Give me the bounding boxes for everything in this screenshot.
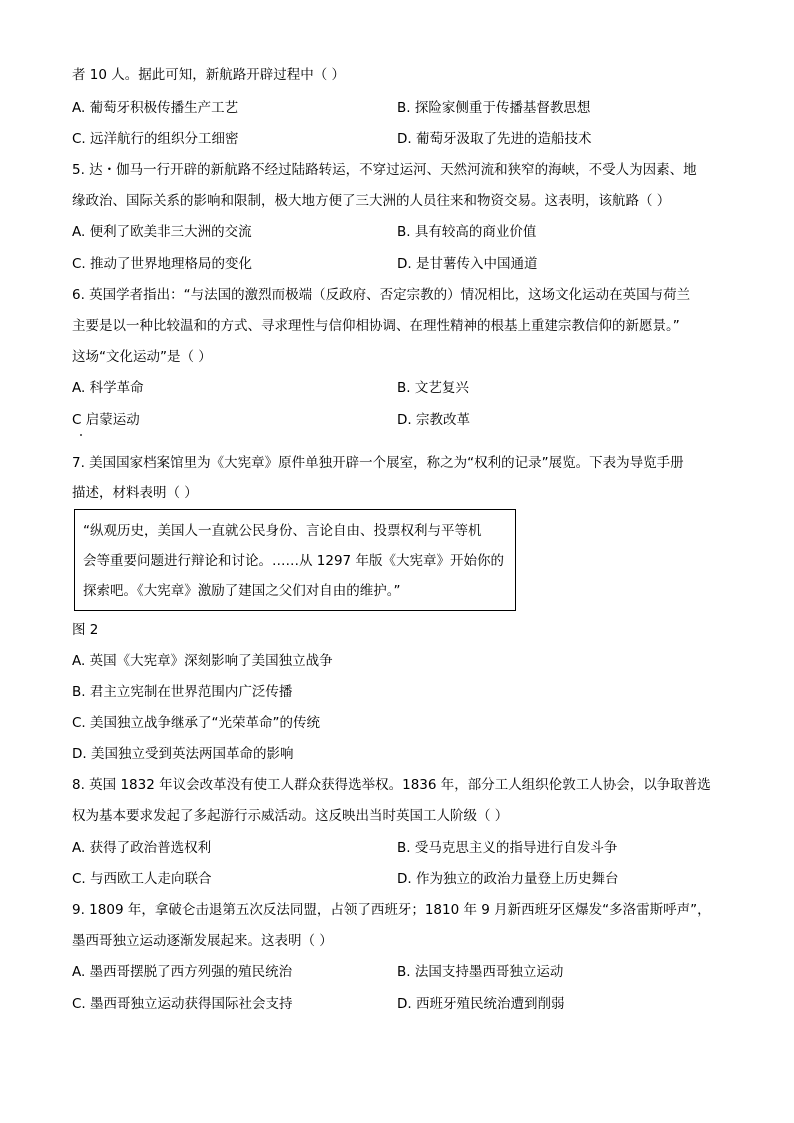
q7-quote-line-1: “纵观历史，美国人一直就公民身份、言论自由、投票权利与平等机 bbox=[83, 523, 482, 539]
q5-option-d[interactable]: D. 是甘薯传入中国通道 bbox=[397, 256, 538, 272]
q9-stem-line-2: 墨西哥独立运动逐渐发展起来。这表明（ ） bbox=[72, 933, 333, 949]
q5-stem-line-2: 缘政治、国际关系的影响和限制，极大地方便了三大洲的人员往来和物资交易。这表明，该航路（ ） bbox=[72, 193, 671, 209]
q9-option-b[interactable]: B. 法国支持墨西哥独立运动 bbox=[397, 964, 564, 980]
q6-stem-line-1: 6. 英国学者指出：“与法国的激烈而极端（反政府、否定宗教的）情况相比，这场文化运动在英国与荷兰 bbox=[72, 287, 691, 303]
q4-option-b[interactable]: B. 探险家侧重于传播基督教思想 bbox=[397, 100, 591, 116]
q8-stem-line-1: 8. 英国 1832 年议会改革没有使工人群众获得选举权。1836 年，部分工人组织伦敦工人协会，以争取普选 bbox=[72, 777, 711, 793]
q4-option-d[interactable]: D. 葡萄牙汲取了先进的造船技术 bbox=[397, 131, 592, 147]
q7-quote-line-2: 会等重要问题进行辩论和讨论。……从 1297 年版《大宪章》开始你的 bbox=[83, 553, 504, 569]
q5-option-b[interactable]: B. 具有较高的商业价值 bbox=[397, 224, 537, 240]
q6-option-a[interactable]: A. 科学革命 bbox=[72, 380, 144, 396]
q4-option-a[interactable]: A. 葡萄牙积极传播生产工艺 bbox=[72, 100, 239, 116]
q6-option-d[interactable]: D. 宗教改革 bbox=[397, 412, 470, 428]
q7-stem-line-1: 7. 美国国家档案馆里为《大宪章》原件单独开辟一个展室，称之为“权利的记录”展览。下表为导览手册 bbox=[72, 455, 684, 471]
q4-option-c[interactable]: C. 远洋航行的组织分工细密 bbox=[72, 131, 239, 147]
q8-option-d[interactable]: D. 作为独立的政治力量登上历史舞台 bbox=[397, 871, 619, 887]
q8-option-a[interactable]: A. 获得了政治普选权利 bbox=[72, 840, 212, 856]
q9-option-d[interactable]: D. 西班牙殖民统治遭到削弱 bbox=[397, 996, 565, 1012]
q7-figure-label: 图 2 bbox=[72, 622, 99, 638]
q9-option-c[interactable]: C. 墨西哥独立运动获得国际社会支持 bbox=[72, 996, 293, 1012]
q4-stem-line: 者 10 人。据此可知，新航路开辟过程中（ ） bbox=[72, 67, 346, 83]
q6-stem-line-3: 这场“文化运动”是（ ） bbox=[72, 349, 212, 365]
q5-option-a[interactable]: A. 便利了欧美非三大洲的交流 bbox=[72, 224, 252, 240]
q7-option-c[interactable]: C. 美国独立战争继承了“光荣革命”的传统 bbox=[72, 715, 320, 731]
q5-option-c[interactable]: C. 推动了世界地理格局的变化 bbox=[72, 256, 253, 272]
q9-option-a[interactable]: A. 墨西哥摆脱了西方列强的殖民统治 bbox=[72, 964, 293, 980]
q7-option-d[interactable]: D. 美国独立受到英法两国革命的影响 bbox=[72, 746, 294, 762]
stray-dot bbox=[80, 434, 82, 436]
q6-option-b[interactable]: B. 文艺复兴 bbox=[397, 380, 469, 396]
q8-option-c[interactable]: C. 与西欧工人走向联合 bbox=[72, 871, 212, 887]
q8-option-b[interactable]: B. 受马克思主义的指导进行自发斗争 bbox=[397, 840, 618, 856]
q5-stem-line-1: 5. 达・伽马一行开辟的新航路不经过陆路转运，不穿过运河、天然河流和狭窄的海峡，不受人为因素、地 bbox=[72, 162, 697, 178]
q8-stem-line-2: 权为基本要求发起了多起游行示威活动。这反映出当时英国工人阶级（ ） bbox=[72, 808, 509, 824]
q6-option-c[interactable]: C 启蒙运动 bbox=[72, 412, 140, 428]
q7-option-a[interactable]: A. 英国《大宪章》深刻影响了美国独立战争 bbox=[72, 653, 333, 669]
q7-quote-box bbox=[74, 509, 516, 611]
q7-quote-line-3: 探索吧。《大宪章》激励了建国之父们对自由的维护。” bbox=[83, 583, 401, 599]
q7-option-b[interactable]: B. 君主立宪制在世界范围内广泛传播 bbox=[72, 684, 293, 700]
q9-stem-line-1: 9. 1809 年，拿破仑击退第五次反法同盟，占领了西班牙；1810 年 9 月新西班牙区爆发“多洛雷斯呼声”， bbox=[72, 902, 711, 918]
q7-stem-line-2: 描述，材料表明（ ） bbox=[72, 485, 198, 501]
q6-stem-line-2: 主要是以一种比较温和的方式、寻求理性与信仰相协调、在理性精神的根基上重建宗教信仰的新愿景。” bbox=[72, 318, 680, 334]
